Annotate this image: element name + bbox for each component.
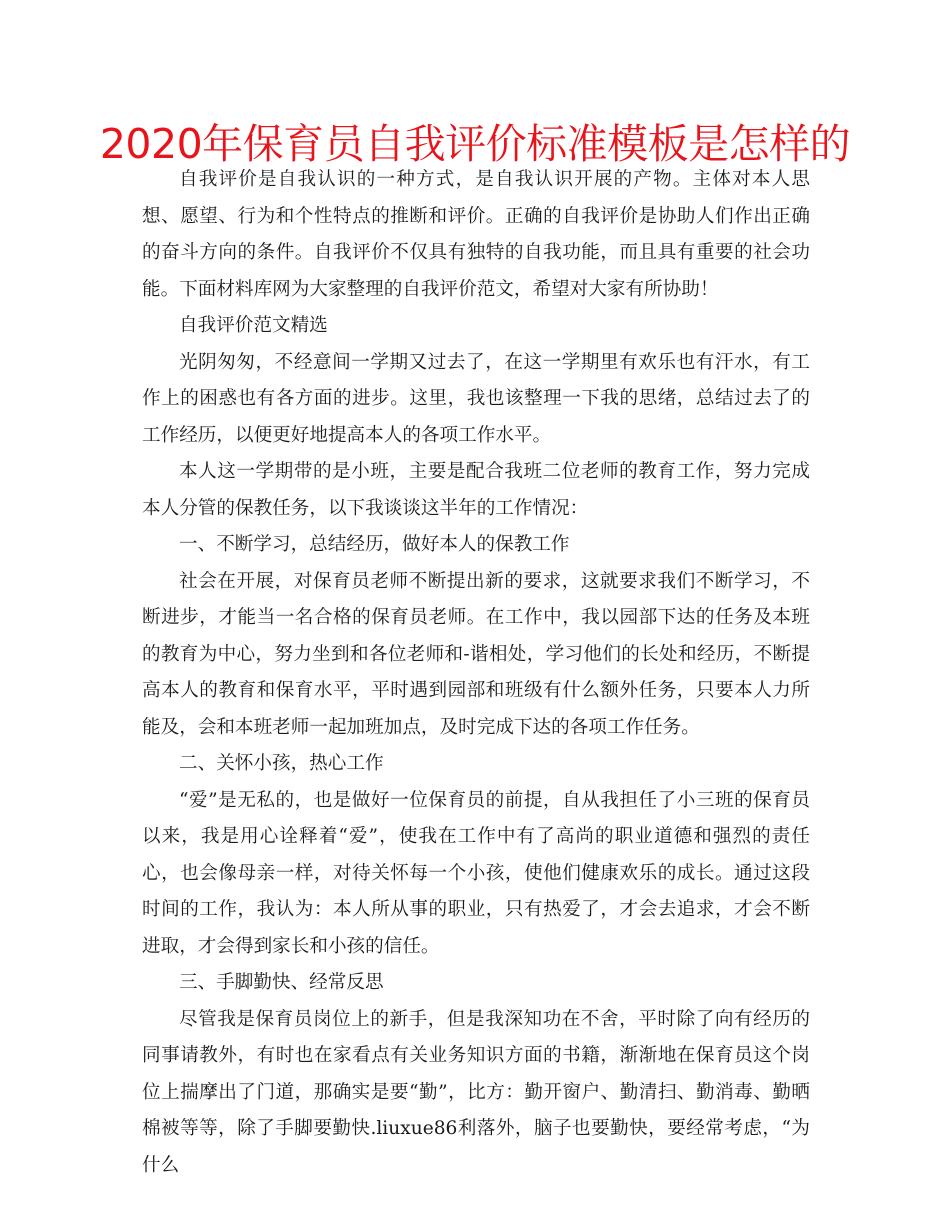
document-body <box>142 162 810 1184</box>
document-title: 2020年保育员自我评价标准模板是怎样的 <box>99 120 851 168</box>
heading-three: 三、手脚勤快、经常反思 <box>179 972 384 993</box>
paragraph: 社会在开展，对保育员老师不断提出新的要求，这就要求我们不断学习，不断进步，才能当一名合格的保育员老师。在工作中，我以园部下达的任务及本班的教育为中心，努力坐到和各位老师和-谐相处，学习他们的长处和经历，不断提高本人的教育和保育水平，平时遇到园部和班级有什么额外任务，只要本人力所能及，会和本班老师一起加班加点，及时完成下达的各项工作任务。 <box>142 570 810 738</box>
heading-one: 一、不断学习，总结经历，做好本人的保教工作 <box>179 534 570 555</box>
paragraph: 尽管我是保育员岗位上的新手，但是我深知功在不舍，平时除了向有经历的同事请教外，有时也在家看点有关业务知识方面的书籍，渐渐地在保育员这个岗位上揣摩出了门道，那确实是要“勤”，比方：勤开窗户、勤清扫、勤消毒、勤晒棉被等等，除了手脚要勤快.liuxue86利落外，脑子也要勤快，要经常考虑，“为什么 <box>142 1008 810 1176</box>
heading-two: 二、关怀小孩，热心工作 <box>179 753 384 774</box>
paragraph: 本人这一学期带的是小班，主要是配合我班二位老师的教育工作，努力完成本人分管的保教任务，以下我谈谈这半年的工作情况： <box>142 461 810 519</box>
paragraph-intro: 自我评价是自我认识的一种方式，是自我认识开展的产物。主体对本人思想、愿望、行为和个性特点的推断和评价。正确的自我评价是协助人们作出正确的奋斗方向的条件。自我评价不仅具有独特的自我功能，而且具有重要的社会功能。下面材料库网为大家整理的自我评价范文，希望对大家有所协助！ <box>142 169 810 300</box>
paragraph: “爱”是无私的，也是做好一位保育员的前提，自从我担任了小三班的保育员以来，我是用心诠释着“爱”，使我在工作中有了高尚的职业道德和强烈的责任心，也会像母亲一样，对待关怀每一个小孩，使他们健康欢乐的成长。通过这段时间的工作，我认为：本人所从事的职业，只有热爱了，才会去追求，才会不断进取，才会得到家长和小孩的信任。 <box>142 789 810 957</box>
paragraph-section-heading: 自我评价范文精选 <box>179 315 328 336</box>
paragraph: 光阴匆匆，不经意间一学期又过去了，在这一学期里有欢乐也有汗水，有工作上的困惑也有各方面的进步。这里，我也该整理一下我的思绪，总结过去了的工作经历，以便更好地提高本人的各项工作水平。 <box>142 351 810 446</box>
